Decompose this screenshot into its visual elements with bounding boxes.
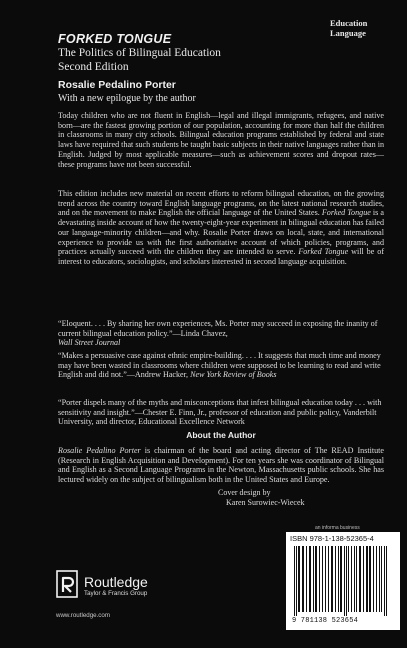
publisher-website[interactable]: www.routledge.com (56, 612, 110, 619)
category-line-1: Education (330, 18, 368, 28)
para2-book-title-1: Forked Tongue (321, 208, 371, 218)
subtitle-line-1: The Politics of Bilingual Education (58, 47, 221, 59)
publisher-name: Routledge (84, 574, 148, 590)
barcode-number: 9 781138 523654 (292, 617, 359, 625)
book-title: FORKED TONGUE (58, 32, 172, 46)
para2-book-title-2: Forked Tongue (298, 247, 349, 257)
publisher-group: Taylor & Francis Group (84, 590, 148, 597)
description-paragraph-1: Today children who are not fluent in English—legal and illegal immigrants, refugees, and native born—are the fastest growing portion of our population, accounting for more than half the children in classrooms in many city schools. Bilingual education programs established by federal and state laws have required that such students be taught basic subjects in their native languages rather than in English. Judged by most applicable measures—such as achievement scores and dropout rates—these programs have not been successful. (58, 111, 384, 169)
about-author-text (58, 446, 384, 485)
para2-text-1: This edition includes new material on recent efforts to reform bilingual education, on the growing trend across the country toward English language programs, on the latest national research studies, and on the movement to make English the official language of the United States. (58, 189, 384, 218)
barcode-icon (292, 546, 396, 616)
epilogue-note: With a new epilogue by the author (58, 93, 196, 104)
cover-designer-name: Karen Surowiec-Wiecek (226, 497, 305, 507)
cover-design-credit (218, 488, 305, 507)
quote2-text: “Makes a persuasive case against ethnic empire-building. . . . It suggests that much time and money may have been wasted in classrooms where children were supposed to be learning to read and write English and did not.”—Andrew Hacker, (58, 351, 381, 380)
category-line-2: Language (330, 28, 366, 38)
author-name: Rosalie Pedalino Porter (58, 79, 176, 91)
review-quote-1 (58, 319, 384, 348)
category-label (330, 18, 400, 38)
about-author-bio: is chairman of the board and acting director of The READ Institute (Research in English Acquisition and Development). For ten years she was coordinator of Bilingual and English as a Second Language Programs in the Newton, Massachusetts public schools. She has lectured widely on the subject of bilingualism both in the United States and Europe. (58, 446, 384, 485)
about-author-heading: About the Author (186, 430, 256, 440)
about-author-name: Rosalie Pedalino Porter (58, 446, 141, 455)
quote2-source: New York Review of Books (190, 370, 277, 380)
para2-text-3: will be of interest to educators, sociologists, and scholars interested in second language acquisition. (58, 247, 385, 266)
subtitle-edition: Second Edition (58, 60, 129, 73)
book-subtitle (58, 47, 358, 74)
informa-tagline: an informa business (315, 525, 360, 531)
review-quote-3: “Porter dispels many of the myths and misconceptions that infest bilingual education today . . . with sensitivity and insight.”—Chester E. Finn, Jr., professor of education and public policy, Vanderbilt University, and director, Educational Excellence Network (58, 398, 382, 427)
description-paragraph-2 (58, 189, 384, 267)
routledge-logo-icon (56, 570, 80, 600)
para2-text-2: is a devastating inside account of how the twenty-eight-year experiment in bilingual education has failed our language-minority children—and why. Rosalie Porter draws on local, state, and international experience to provide us with the first authoritative account of which policies, programs, and practices actually succeed with the children they are intended to serve. (58, 208, 384, 257)
isbn-label: ISBN 978-1-138-52365-4 (290, 534, 374, 543)
quote1-text: “Eloquent. . . . By sharing her own experiences, Ms. Porter may succeed in exposing the inanity of current bilingual education policy.”—Linda Chavez, (58, 319, 378, 338)
cover-design-label: Cover design by (218, 488, 271, 497)
review-quote-2 (58, 351, 384, 380)
quote1-source: Wall Street Journal (58, 338, 121, 348)
